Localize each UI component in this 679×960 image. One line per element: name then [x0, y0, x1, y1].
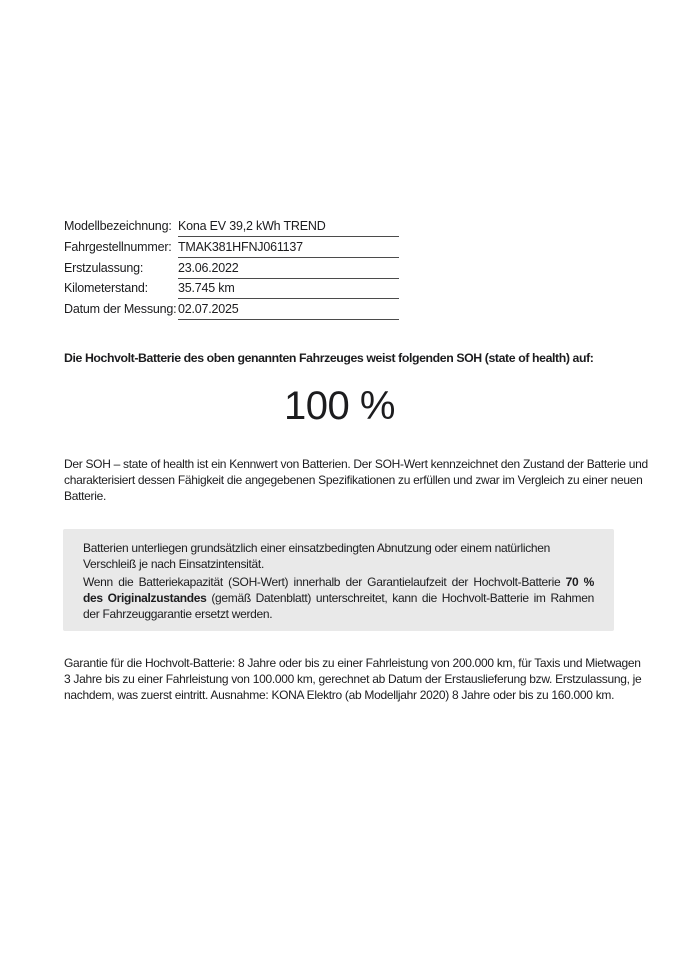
info-box-paragraph-2-bold: 70 % des Originalzustandes	[83, 575, 594, 605]
mileage-value: 35.745 km	[178, 281, 399, 299]
soh-definition-paragraph: Der SOH – state of health ist ein Kennwert von Batterien. Der SOH-Wert kennzeichnet den Zustand der Batterie und charakterisiert dessen Fähigkeit die angegebenen Spezifikationen zu erfüllen und zwar im Vergleich zu einer neuen Batterie.	[64, 457, 648, 504]
info-box-paragraph-1: Batterien unterliegen grundsätzlich einer einsatzbedingten Abnutzung oder einem natürlichen Verschleiß je nach Einsatzintensität.	[83, 541, 551, 571]
vin-value: TMAK381HFNJ061137	[178, 240, 399, 258]
first-registration-label: Erstzulassung:	[64, 260, 144, 275]
vin-label: Fahrgestellnummer:	[64, 239, 172, 254]
soh-value: 100 %	[284, 384, 395, 428]
form-row-first-registration	[64, 261, 399, 279]
form-row-mileage	[64, 281, 399, 299]
info-box-paragraph-2-text-end: (gemäß Datenblatt) unterschreitet, kann die Hochvolt-Batterie im Rahmen der Fahrzeuggarantie ersetzt werden.	[83, 591, 594, 621]
form-row-vin	[64, 240, 399, 258]
model-value: Kona EV 39,2 kWh TREND	[178, 219, 399, 237]
soh-statement: Die Hochvolt-Batterie des oben genannten Fahrzeuges weist folgenden SOH (state of health) auf:	[64, 351, 594, 365]
info-box-paragraph-2	[83, 574, 594, 622]
measurement-date-label: Datum der Messung:	[64, 302, 177, 316]
measurement-date-value: 02.07.2025	[178, 302, 399, 320]
form-row-measurement-date	[64, 302, 399, 320]
model-label: Modellbezeichnung:	[64, 219, 172, 233]
battery-wear-info-box	[63, 529, 614, 631]
first-registration-value: 23.06.2022	[178, 261, 399, 279]
vehicle-data-form	[64, 219, 399, 323]
mileage-label: Kilometerstand:	[64, 281, 148, 296]
info-box-paragraph-2-text-start: Wenn die Batteriekapazität (SOH-Wert) innerhalb der Garantielaufzeit der Hochvolt-Batterie	[83, 575, 566, 589]
warranty-note-paragraph: Garantie für die Hochvolt-Batterie: 8 Jahre oder bis zu einer Fahrleistung von 200.000 km, für Taxis und Mietwagen 3 Jahre bis zu einer Fahrleistung von 100.000 km, gerechnet ab Datum der Erstauslieferung bzw. Erstzulassung, je nachdem, was zuerst eintritt. Ausnahme: KONA Elektro (ab Modelljahr 2020) 8 Jahre oder bis zu 160.000 km.	[64, 656, 642, 703]
form-row-model	[64, 219, 399, 237]
